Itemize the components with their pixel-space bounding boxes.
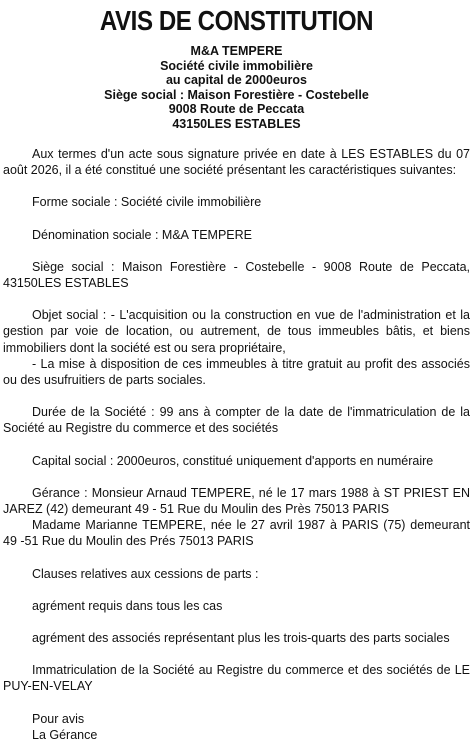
capital-social: Capital social : 2000euros, constitué uniquement d'apports en numéraire xyxy=(32,453,434,468)
denomination-sociale: Dénomination sociale : M&A TEMPERE xyxy=(32,227,253,242)
gerance-madame: Madame Marianne TEMPERE, née le 27 avril 1987 à PARIS (75) demeurant 49 -51 Rue du Moulin des Prés 75013 PARIS xyxy=(3,518,470,549)
clauses-cessions: Clauses relatives aux cessions de parts : xyxy=(32,566,259,581)
notice-title: AVIS DE CONSTITUTION xyxy=(99,5,374,36)
agrement-associes: agrément des associés représentant plus les trois-quarts des parts sociales xyxy=(32,631,450,646)
company-form: Société civile immobilière xyxy=(160,58,313,73)
objet-social-2: - La mise à disposition de ces immeubles à titre gratuit au profit des associés ou des usufruitiers de parts sociales. xyxy=(3,356,470,388)
duree-societe: Durée de la Société : 99 ans à compter de la date de l'immatriculation de la Société au Registre du commerce et des sociétés xyxy=(3,405,470,436)
agrement-requis: agrément requis dans tous les cas xyxy=(32,598,223,613)
pour-avis: Pour avis xyxy=(32,711,85,726)
company-header xyxy=(0,44,473,132)
siege-social: Siège social : Maison Forestière - Costebelle - 9008 Route de Peccata, 43150LES ESTABLES xyxy=(3,259,470,291)
company-capital: au capital de 2000euros xyxy=(165,73,308,88)
intro-paragraph: Aux termes d'un acte sous signature privée en date à LES ESTABLES du 07 août 2026, il a été constitué une société présentant les caractéristiques suivantes: xyxy=(3,147,470,178)
gerance-monsieur: Gérance : Monsieur Arnaud TEMPERE, né le 17 mars 1988 à ST PRIEST EN JAREZ (42) demeurant 49 - 51 Rue du Moulin des Près 75013 PARIS xyxy=(3,485,470,517)
immatriculation: Immatriculation de la Société au Registre du commerce et des sociétés de LE PUY-EN-VELAY xyxy=(3,663,470,694)
forme-sociale: Forme sociale : Société civile immobilière xyxy=(32,195,262,210)
company-city: 43150LES ESTABLES xyxy=(172,116,301,131)
notice-body xyxy=(3,146,470,743)
company-seat: Siège social : Maison Forestière - Costebelle xyxy=(104,87,369,102)
signature-gerance: La Gérance xyxy=(32,727,98,742)
objet-social: Objet social : - L'acquisition ou la construction en vue de l'administration et la gestion par voie de location, ou autrement, de tous immeubles bâtis, et biens immobiliers dont la société est ou sera propriétaire, xyxy=(3,308,470,355)
company-name: M&A TEMPERE xyxy=(190,44,283,58)
company-street: 9008 Route de Peccata xyxy=(168,102,305,117)
